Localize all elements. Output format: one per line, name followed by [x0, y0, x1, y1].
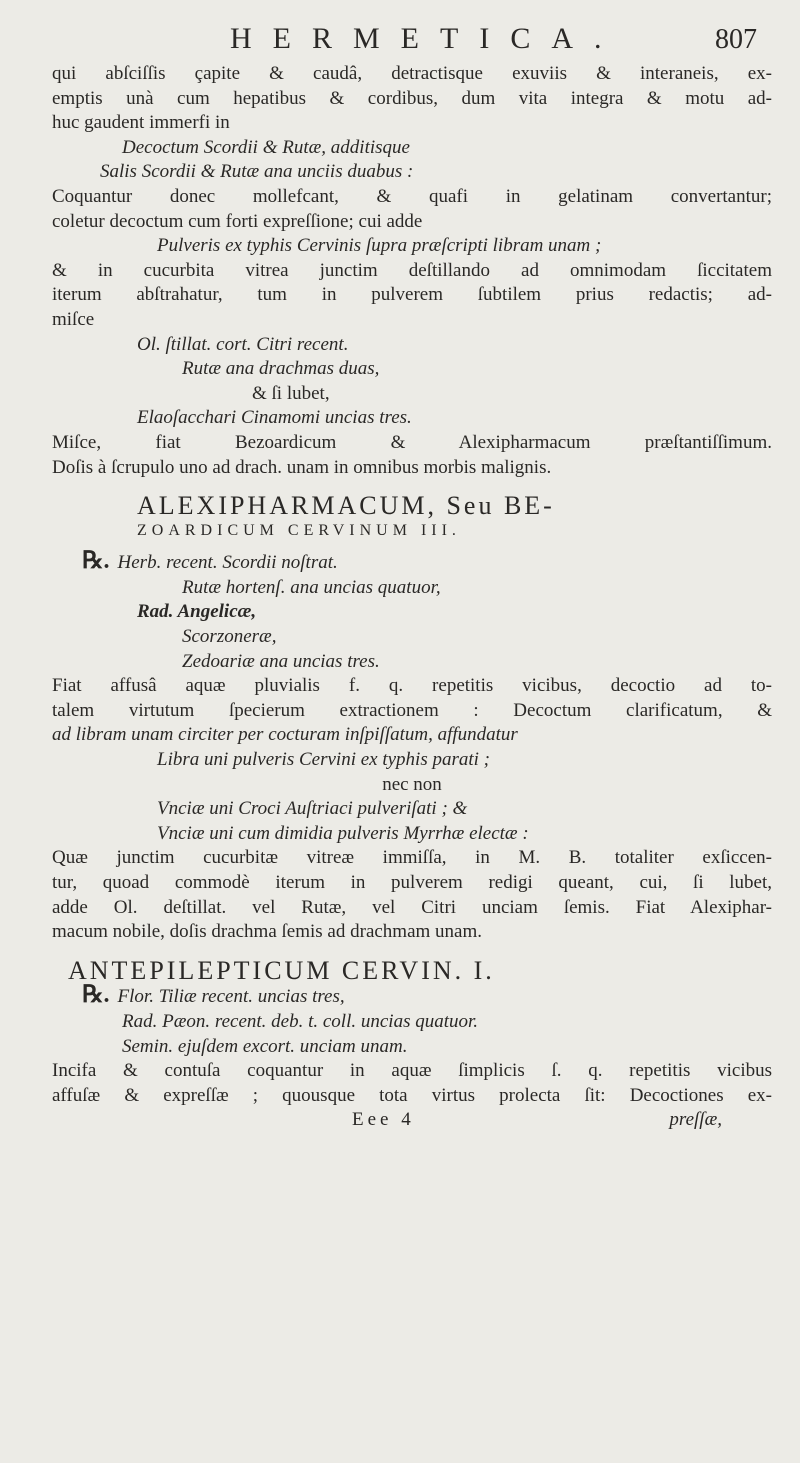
text-line: Scorzoneræ,: [182, 626, 277, 648]
section-heading: ANTEPILEPTICUM CERVIN. I.: [68, 955, 495, 985]
section-heading: ALEXIPHARMACUM, Seu BE-: [137, 491, 555, 521]
text-line: iterum abſtrahatur, tum in pulverem ſubtilem prius redactis; ad-: [52, 284, 772, 306]
text-line: Fiat affusâ aquæ pluvialis f. q. repetitis vicibus, decoctio ad to-: [52, 675, 772, 697]
text-line: Vnciæ uni cum dimidia pulveris Myrrhæ electæ :: [157, 822, 529, 844]
text-line: adde Ol. deſtillat. vel Rutæ, vel Citri unciam ſemis. Fiat Alexiphar-: [52, 896, 772, 918]
text-line: Salis Scordii & Rutæ ana unciis duabus :: [100, 161, 414, 183]
text-line: Vnciæ uni Croci Auſtriaci pulveriſati ; &: [157, 798, 468, 820]
text-line: Quæ junctim cucurbitæ vitreæ immiſſa, in M. B. totaliter exſiccen-: [52, 847, 772, 869]
text-line: qui abſciſſis çapite & caudâ, detractisque exuviis & interaneis, ex-: [52, 63, 772, 84]
text-line: Coquantur donec mollefcant, & quafi in gelatinam convertantur;: [52, 185, 772, 207]
text-line: emptis unà cum hepatibus & cordibus, dum vita integra & motu ad-: [52, 87, 772, 109]
page-footer: [52, 1108, 772, 1133]
running-title: HERMETICA.: [230, 22, 623, 55]
text-line: Ol. ſtillat. cort. Citri recent.: [137, 333, 349, 355]
text-line: ad libram unam circiter per cocturam inſpiſſatum, affundatur: [52, 724, 518, 746]
text-line: miſce: [52, 308, 95, 330]
body-text: [52, 62, 772, 1133]
text-line: & in cucurbita vitrea junctim deſtillando ad omnimodam ſiccitatem: [52, 259, 772, 281]
text-line: macum nobile, doſis drachma ſemis ad drachmam unam.: [52, 921, 483, 943]
text-line: Doſis à ſcrupulo uno ad drach. unam in omnibus morbis malignis.: [52, 456, 552, 478]
text-line: Decoctum Scordii & Rutæ, additisque: [122, 136, 410, 158]
text-line: Rad. Pæon. recent. deb. t. coll. uncias quatuor.: [122, 1010, 479, 1032]
text-line: Pulveris ex typhis Cervinis ſupra præſcripti libram unam ;: [157, 235, 602, 257]
text-line: Elaoſacchari Cinamomi uncias tres.: [137, 407, 412, 429]
text-line: nec non: [382, 773, 442, 795]
recipe-symbol: ℞.: [82, 548, 110, 575]
text-line: & ſi lubet,: [252, 382, 330, 404]
page-number: 807: [715, 24, 757, 55]
recipe-symbol: ℞.: [82, 982, 110, 1009]
text-line: talem virtutum ſpecierum extractionem : Decoctum clarificatum, &: [52, 699, 772, 721]
text-line: huc gaudent immerfi in: [52, 112, 230, 134]
text-line: Libra uni pulveris Cervini ex typhis parati ;: [157, 749, 491, 771]
text-line: tur, quoad commodè iterum in pulverem redigi queant, cui, ſi lubet,: [52, 872, 772, 893]
catchword: preſſæ,: [669, 1109, 722, 1131]
text-line: Incifa & contuſa coquantur in aquæ ſimplicis ſ. q. repetitis vicibus: [52, 1060, 772, 1082]
text-line: Semin. ejuſdem excort. unciam unam.: [122, 1035, 408, 1057]
recipe-line: ℞. Herb. recent. Scordii noſtrat.: [82, 548, 338, 575]
section-heading-continued: ZOARDICUM CERVINUM III.: [137, 521, 461, 539]
page-header: [0, 22, 800, 62]
recipe-line: ℞. Flor. Tiliæ recent. uncias tres,: [82, 982, 345, 1009]
text-line: Miſce, fiat Bezoardicum & Alexipharmacum præſtantiſſimum.: [52, 431, 772, 453]
signature-mark: Eee 4: [352, 1109, 415, 1131]
text-line: Zedoariæ ana uncias tres.: [182, 650, 380, 672]
text-line: coletur decoctum cum forti expreſſione; cui adde: [52, 210, 423, 232]
text-line: Rad. Angelicæ,: [137, 601, 257, 623]
text-line: Rutæ hortenſ. ana uncias quatuor,: [182, 576, 441, 598]
text-line: affuſæ & expreſſæ ; quousque tota virtus prolecta ſit: Decoctiones ex-: [52, 1084, 772, 1106]
text-line: Rutæ ana drachmas duas,: [182, 358, 380, 380]
